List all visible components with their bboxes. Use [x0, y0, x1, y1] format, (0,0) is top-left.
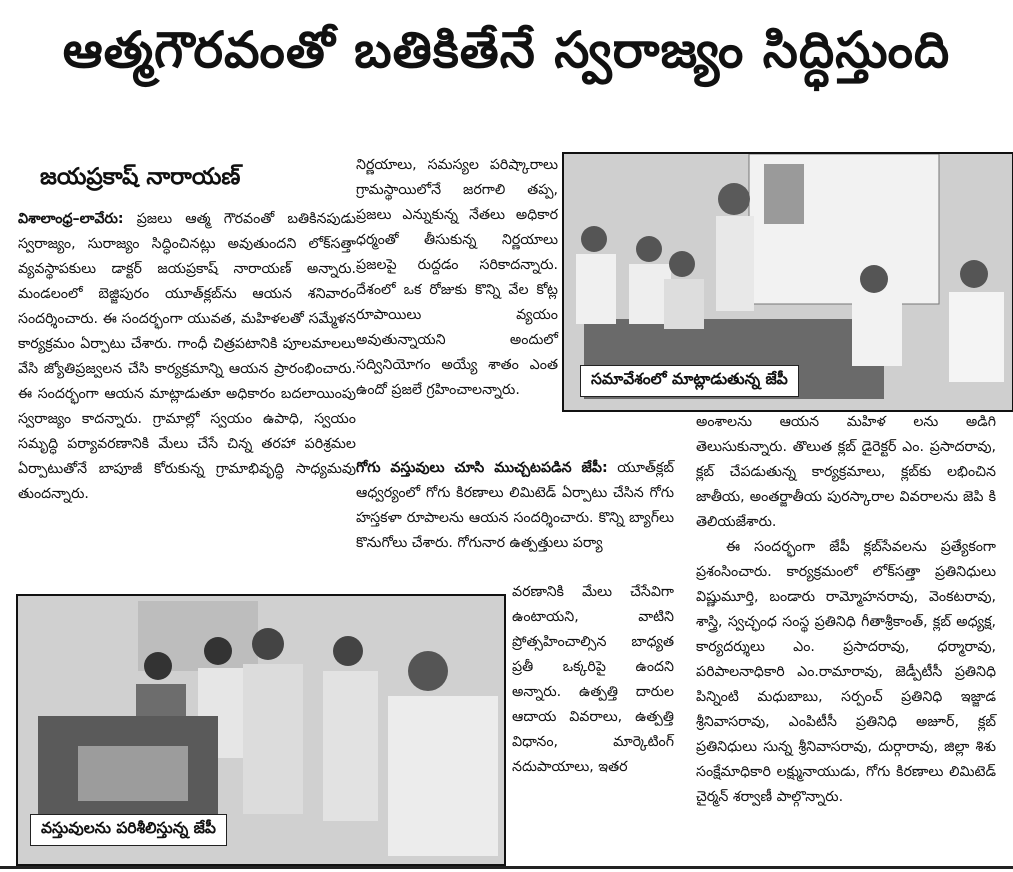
column-1 — [18, 207, 356, 507]
byline: జయప్రకాష్‌ నారాయణ్‌ — [40, 164, 241, 190]
inspection-photo-caption: వస్తువులను పరిశీలిస్తున్న జేపీ — [30, 814, 227, 846]
meeting-photo-caption: సమావేశంలో మాట్లాడుతున్న జేపీ — [580, 365, 799, 397]
headline: ఆత్మగౌరవంతో బతికితేనే స్వరాజ్యం సిద్ధిస్తుంది — [62, 21, 951, 79]
column-1-text: ప్రజలు ఆత్మ గౌరవంతో బతికినపుడు స్వరాజ్యం, సురాజ్యం సిద్ధించినట్లు అవుతుందని లోక్‌సత్తా వ్యవస్థాపకులు డాక్టర్‌ జయప్రకాష్‌ నారాయణ్‌ అన్నారు. మండలంలో బెజ్జిపురం యూత్‌క్లబ్‌ను ఆయన శనివారం సందర్శించారు. ఈ సందర్భంగా యువత, మహిళలతో సమ్మేళన కార్యక్రమం ఏర్పాటు చేశారు. గాంధీ చిత్రపటానికి పూలమాలలు వేసి జ్యోతిప్రజ్వలన చేసి కార్యక్రమాన్ని ఆయన ప్రారంభించారు. ఈ సందర్భంగా ఆయన మాట్లాడుతూ అధికారం బదలాయింపు స్వరాజ్యం కాదన్నారు. గ్రామాల్లో స్వయం ఉపాధి, స్వయం సమృద్ధి పర్యావరణానికి మేలు చేసే చిన్న తరహా పరిశ్రమల ఏర్పాటుతోనే బాపూజీ కోరుకున్న గ్రామాభివృద్ధి సాధ్యమవు తుందన్నారు. — [18, 211, 356, 502]
subheading: గోగు వస్తువులు చూసి ముచ్చటపడిన జేపీ: — [356, 460, 608, 476]
column-3 — [696, 410, 996, 810]
column-2-lower — [356, 456, 674, 556]
column-2-bottom — [512, 580, 674, 780]
column-3-text-2: ఈ సందర్భంగా జేపీ క్లబ్‌సేవలను ప్రత్యేకంగా ప్రశంసించారు. కార్యక్రమంలో లోక్‌సత్తా ప్రతినిధులు విష్ణుమూర్తి, బండారు రామ్మోహనరావు, వెంకటరావు, శాస్త్రి, స్వచ్ఛంధ సంస్థ ప్రతినిధి గీతాశ్రీకాంత్‌, క్లబ్‌ అధ్యక్ష, కార్యదర్శులు ఎం. ప్రసాదరావు, ధర్మారావు, పరిపాలనాధికారి ఎం.రామారావు, జెడ్పీటీసీ ప్రతినిధి పిన్నింటి మధుబాబు, సర్పంచ్‌ ప్రతినిధి ఇజ్జాడ శ్రీనివాసరావు, ఎంపిటీసీ ప్రతినిధి అజూర్‌, క్లబ్‌ ప్రతినిధులు సున్న శ్రీనివాసరావు, దుర్గారావు, జిల్లా శిశు సంక్షేమాధికారి లక్ష్మునాయుడు, గోగు కిరణాలు లిమిటెడ్‌ చైర్మన్‌ శర్వాణీ పాల్గొన్నారు. — [696, 539, 996, 805]
column-3-text-1: అంశాలను ఆయన మహిళ లను అడిగి తెలుసుకున్నారు. తొలుత క్లబ్‌ డైరెక్టర్‌ ఎం. ప్రసాదరావు, క్లబ్‌ చేపడుతున్న కార్యక్రమాలు, క్లబ్‌కు లభించిన జాతీయ, అంతర్జాతీయ పురస్కారాల వివరాలను జెపి కి తెలియజేశారు. — [696, 414, 996, 530]
dateline: విశాలాంధ్ర–లావేరు: — [18, 211, 124, 227]
bottom-rule — [0, 866, 1013, 869]
column-2-bottom-text: వరణానికి మేలు చేసేవిగా ఉంటాయని, వాటిని ప్రోత్సహించాల్సిన బాధ్యత ప్రతీ ఒక్కరిపై ఉందని అన్నారు. ఉత్పత్తి దారుల ఆదాయ వివరాలు, ఉత్పత్తి విధానం, మార్కెటింగ్‌ నదుపాయాలు, ఇతర — [512, 584, 674, 775]
column-2-text: నిర్ణయాలు, సమస్యల పరిష్కారాలు గ్రామస్థాయిలోనే జరగాలి తప్ప, ప్రజలు ఎన్నుకున్న నేతలు అధికార ధర్మంతో తీసుకున్న నిర్ణయాలు ప్రజలపై రుద్దడం సరికాదన్నారు. దేశంలో ఒక రోజుకు కొన్ని వేల కోట్ల రూపాయిలు వ్యయం అవుతున్నాయని అందులో సద్వినియోగం అయ్యే శాతం ఎంత ఉందో ప్రజలే గ్రహించాలన్నారు. — [356, 157, 558, 398]
column-2-lower-text: యూత్‌క్లబ్‌ ఆధ్వర్యంలో గోగు కిరణాలు లిమిటెడ్‌ ఏర్పాటు చేసిన గోగు హస్తకళా రూపాలను ఆయన సందర్శించారు. కొన్ని బ్యాగ్‌లు కొనుగోలు చేశారు. గోగునార ఉత్పత్తులు పర్యా — [356, 460, 675, 551]
column-2 — [356, 153, 558, 403]
